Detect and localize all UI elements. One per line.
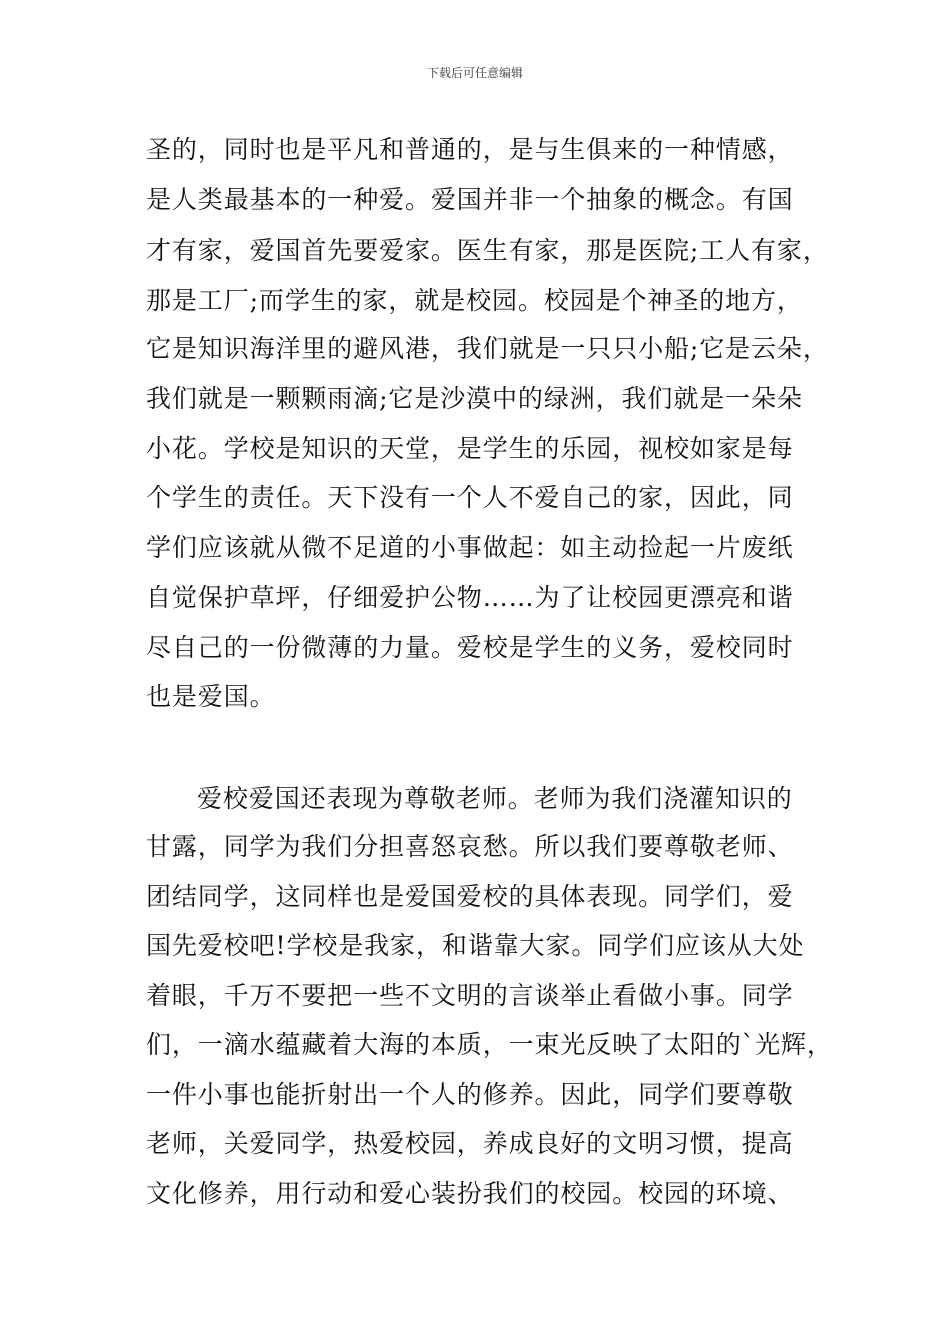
text-line: 团结同学，这同样也是爱国爱校的具体表现。同学们，爱 bbox=[146, 882, 794, 911]
text-line: 尽自己的一份微薄的力量。爱校是学生的义务，爱校同时 bbox=[146, 633, 794, 662]
text-line: 爱校爱国还表现为尊敬老师。老师为我们浇灌知识的 bbox=[197, 784, 793, 813]
text-line: 圣的，同时也是平凡和普通的，是与生俱来的一种情感， bbox=[146, 135, 794, 164]
text-line: 那是工厂;而学生的家，就是校园。校园是个神圣的地方， bbox=[146, 286, 803, 315]
text-line: 也是爱国。 bbox=[146, 682, 276, 711]
text-line: 它是知识海洋里的避风港，我们就是一只只小船;它是云朵， bbox=[146, 334, 829, 363]
text-line: 自觉保护草坪，仔细爱护公物……为了让校园更漂亮和谐 bbox=[146, 583, 794, 612]
text-line: 国先爱校吧!学校是我家，和谐靠大家。同学们应该从大处 bbox=[146, 931, 805, 960]
text-line: 甘露，同学为我们分担喜怒哀愁。所以我们要尊敬老师、 bbox=[146, 832, 794, 861]
text-line: 小花。学校是知识的天堂，是学生的乐园，视校如家是每 bbox=[146, 434, 794, 463]
text-line: 老师，关爱同学，热爱校园，养成良好的文明习惯，提高 bbox=[146, 1129, 794, 1158]
page-header: 下载后可任意编辑 bbox=[426, 66, 523, 80]
text-line: 才有家，爱国首先要爱家。医生有家，那是医院;工人有家， bbox=[146, 236, 829, 265]
text-line: 一件小事也能折射出一个人的修养。因此，同学们要尊敬 bbox=[146, 1080, 794, 1109]
text-line: 我们就是一颗颗雨滴;它是沙漠中的绿洲，我们就是一朵朵 bbox=[146, 384, 803, 413]
text-line: 文化修养，用行动和爱心装扮我们的校园。校园的环境、 bbox=[146, 1179, 794, 1208]
text-line: 着眼，千万不要把一些不文明的言谈举止看做小事。同学 bbox=[146, 981, 794, 1010]
text-line: 是人类最基本的一种爱。爱国并非一个抽象的概念。有国 bbox=[146, 185, 794, 214]
text-line: 们，一滴水蕴藏着大海的本质，一束光反映了太阳的`光辉， bbox=[146, 1030, 833, 1059]
text-line: 个学生的责任。天下没有一个人不爱自己的家，因此，同 bbox=[146, 483, 794, 512]
text-line: 学们应该就从微不足道的小事做起：如主动捡起一片废纸 bbox=[146, 533, 794, 562]
